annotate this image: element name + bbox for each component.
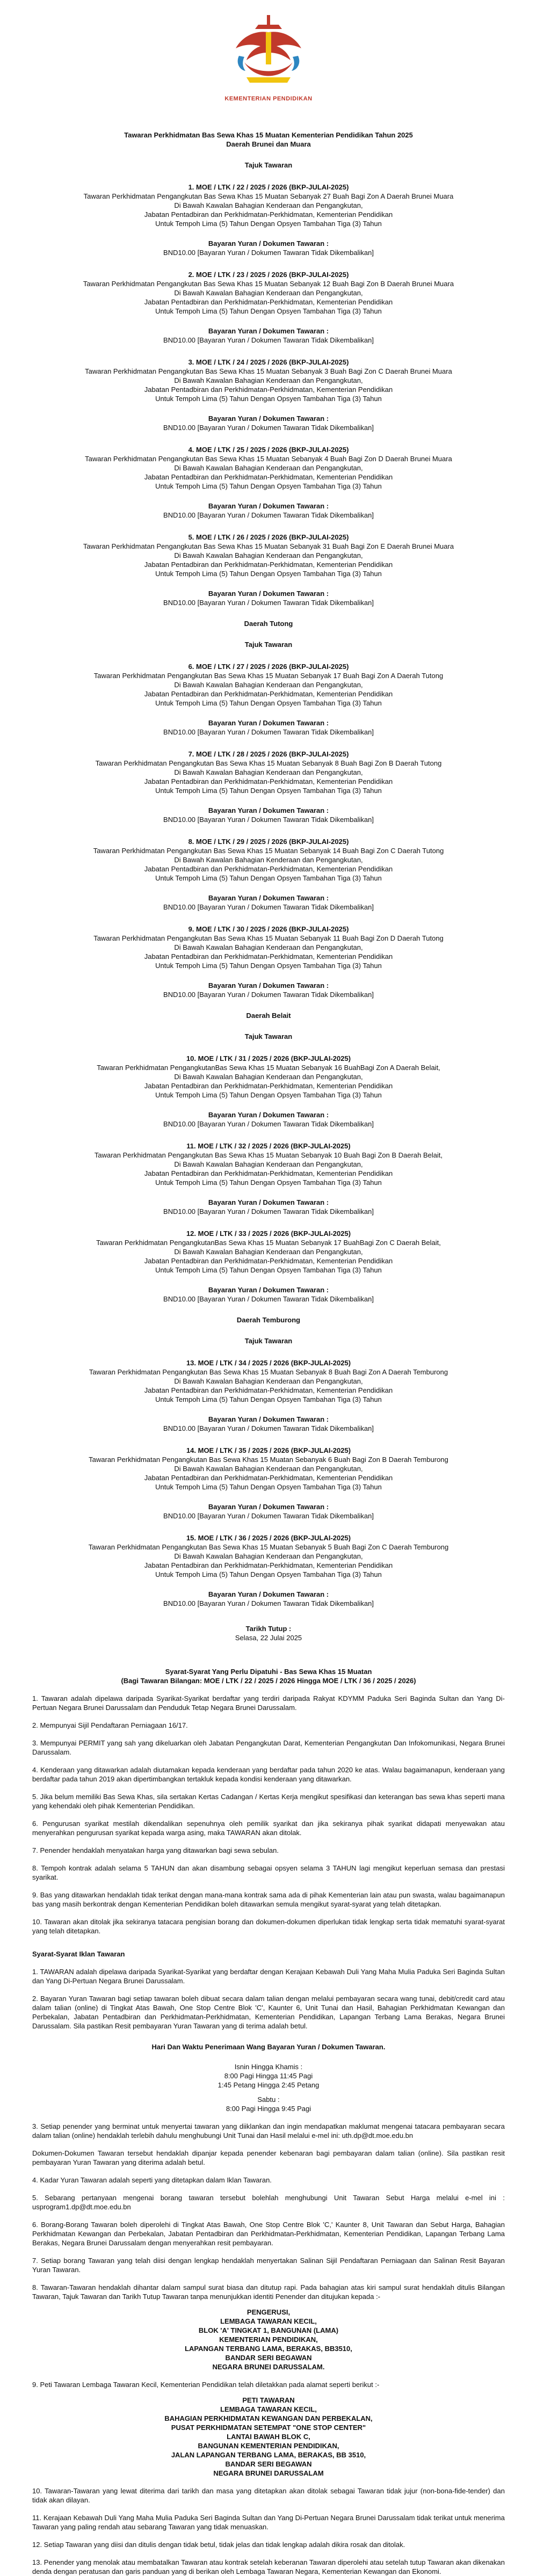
tender-description-line: Di Bawah Kawalan Bahagian Kenderaan dan Pengangkutan, (174, 1377, 363, 1385)
tender-item (32, 1229, 505, 1275)
tender-description-line: Di Bawah Kawalan Bahagian Kenderaan dan Pengangkutan, (174, 1552, 363, 1560)
paragraph: 10. Tawaran-Tawaran yang lewat diterima dari tarikh dan masa yang ditetapkan akan ditolak sebagai Tawaran tidak jujur (non-bona-fide-tender) dan tidak akan dilayan. (32, 2487, 505, 2504)
paragraph: 8. Tawaran-Tawaran hendaklah dihantar dalam sampul surat biasa dan ditutup rapi. Pada bahagian atas kiri sampul surat hendaklah ditulis Bilangan Tawaran, Tajuk Tawaran dan Tarikh Tutup Tawaran tanpa menunjukkan identiti Penender dan ditujukan kepada :- (32, 2283, 505, 2301)
tender-fee (32, 589, 505, 607)
address-line: PENGERUSI, (246, 2308, 291, 2316)
address-line: BAHAGIAN PERKHIDMATAN KEWANGAN DAN PERBEKALAN, (164, 2414, 373, 2422)
tender-description-line: Di Bawah Kawalan Bahagian Kenderaan dan Pengangkutan, (174, 376, 363, 384)
tender-description-line: Tawaran Perkhidmatan Pengangkutan Bas Sewa Khas 15 Muatan Sebanyak 8 Buah Bagi Zon B Daerah Tutong (95, 759, 442, 767)
tender-fee (32, 1590, 505, 1608)
tender-description-line: Jabatan Pentadbiran dan Perkhidmatan-Perkhidmatan, Kementerian Pendidikan (144, 385, 393, 394)
tender-description-line: Di Bawah Kawalan Bahagian Kenderaan dan Pengangkutan, (174, 464, 363, 472)
paragraph: Dokumen-Dokumen Tawaran tersebut hendaklah dipanjar kepada penender kebenaran bagi pembayaran dalam talian (online). Sila pastikan resit pembayaran Yuran Tawaran yang diterima adalah betul. (32, 2149, 505, 2166)
weekday-afternoon: 1:45 Petang Hingga 2:45 Petang (217, 2081, 320, 2089)
iklan-list (32, 1967, 505, 2031)
tender-item (32, 1054, 505, 1100)
paragraph: 12. Setiap Tawaran yang diisi dan ditulis dengan tidak betul, tidak jelas dan tidak lengkap adalah dikira rosak dan ditolak. (32, 2541, 405, 2549)
tender-code: 7. MOE / LTK / 28 / 2025 / 2026 (BKP-JULAI-2025) (188, 750, 349, 758)
tender-fee-value: BND10.00 [Bayaran Yuran / Dokumen Tawaran Tidak Dikembalikan] (163, 599, 374, 607)
paragraph: 9. Bas yang ditawarkan hendaklah tidak terikat dengan mana-mana kontrak sama ada di pihak Kementerian lain atau pun swasta, walau bagaimanapun bas yang masih berkontrak dengan Kementerian Pendidikan boleh ditawarkan semula mengikut syarat-syarat yang telah ditetapkan. (32, 1891, 505, 1908)
final-conditions-list (32, 2486, 505, 2576)
tender-description-line: Di Bawah Kawalan Bahagian Kenderaan dan Pengangkutan, (174, 768, 363, 776)
tender-description-line: Jabatan Pentadbiran dan Perkhidmatan-Perkhidmatan, Kementerian Pendidikan (144, 1474, 393, 1482)
tender-fee (32, 414, 505, 432)
tender-code: 15. MOE / LTK / 36 / 2025 / 2026 (BKP-JULAI-2025) (186, 1534, 351, 1542)
requirements-title-line2: (Bagi Tawaran Bilangan: MOE / LTK / 22 / 2025 / 2026 Hingga MOE / LTK / 36 / 2025 / 2026) (121, 1677, 416, 1685)
tender-description-line: Jabatan Pentadbiran dan Perkhidmatan-Perkhidmatan, Kementerian Pendidikan (144, 298, 393, 306)
paragraph: 1. TAWARAN adalah dipelawa daripada Syarikat-Syarikat yang berdaftar dengan Kerajaan Kebawah Duli Yang Maha Mulia Paduka Seri Baginda Sultan dan Yang Di-Pertuan Negara Brunei Darussalam. (32, 1968, 505, 1985)
region-heading: Daerah Temburong (236, 1316, 301, 1324)
paragraph: 1. Tawaran adalah dipelawa daripada Syarikat-Syarikat berdaftar yang terdiri daripada Rakyat KDYMM Paduka Seri Baginda Sultan dan Yang Di-Pertuan Negara Brunei Darussalam dan Penduduk Tetap Negara Brunei Darussalam. (32, 1694, 505, 1712)
paragraph: 6. Pengurusan syarikat mestilah dikendalikan sepenuhnya oleh pemilik syarikat dan jika sekiranya pihak syarikat didapati menyewakan atau menyerahkan pengurusan syarikat kepada warga asing, maka TAWARAN akan ditolak. (32, 1820, 505, 1837)
tender-fee-value: BND10.00 [Bayaran Yuran / Dokumen Tawaran Tidak Dikembalikan] (163, 991, 374, 999)
requirements-list (32, 1694, 505, 1935)
tender-fee-label: Bayaran Yuran / Dokumen Tawaran : (208, 1111, 329, 1119)
tender-description-line: Di Bawah Kawalan Bahagian Kenderaan dan Pengangkutan, (174, 551, 363, 559)
paragraph: 2. Mempunyai Sijil Pendaftaran Perniagaan 16/17. (32, 1721, 188, 1729)
tender-description-line: Untuk Tempoh Lima (5) Tahun Dengan Opsyen Tambahan Tiga (3) Tahun (155, 220, 382, 228)
payment-hours (32, 2062, 505, 2113)
paragraph: 4. Kadar Yuran Tawaran adalah seperti yang ditetapkan dalam Iklan Tawaran. (32, 2176, 272, 2184)
tender-item (32, 1358, 505, 1404)
address-line: BANDAR SERI BEGAWAN (225, 2460, 312, 2468)
paragraph: 10. Tawaran akan ditolak jika sekiranya tatacara pengisian borang dan dokumen-dokumen diperlukan tidak lengkap serta tidak mematuhi syarat-syarat yang telah ditetapkan. (32, 1918, 505, 1935)
tender-description-line: Di Bawah Kawalan Bahagian Kenderaan dan Pengangkutan, (174, 1465, 363, 1473)
tender-description-line: Tawaran Perkhidmatan Pengangkutan Bas Sewa Khas 15 Muatan Sebanyak 14 Buah Bagi Zon C Daerah Tutong (93, 847, 444, 855)
tender-description-line: Jabatan Pentadbiran dan Perkhidmatan-Perkhidmatan, Kementerian Pendidikan (144, 777, 393, 785)
tender-fee-label: Bayaran Yuran / Dokumen Tawaran : (208, 981, 329, 989)
closing-date-value: Selasa, 22 Julai 2025 (235, 1634, 302, 1642)
tender-description-line: Tawaran Perkhidmatan Pengangkutan Bas Sewa Khas 15 Muatan Sebanyak 5 Buah Bagi Zon C Daerah Temburong (88, 1543, 449, 1551)
tender-fee-label: Bayaran Yuran / Dokumen Tawaran : (208, 719, 329, 727)
tender-description-line: Tawaran Perkhidmatan Pengangkutan Bas Sewa Khas 15 Muatan Sebanyak 17 Buah Bagi Zon A Daerah Tutong (93, 672, 444, 680)
tender-description-line: Untuk Tempoh Lima (5) Tahun Dengan Opsyen Tambahan Tiga (3) Tahun (155, 699, 382, 707)
tender-description-line: Untuk Tempoh Lima (5) Tahun Dengan Opsyen Tambahan Tiga (3) Tahun (155, 1178, 382, 1187)
tender-code: 4. MOE / LTK / 25 / 2025 / 2026 (BKP-JULAI-2025) (188, 446, 349, 454)
notice-title (32, 130, 505, 149)
tender-description-line: Untuk Tempoh Lima (5) Tahun Dengan Opsyen Tambahan Tiga (3) Tahun (155, 307, 382, 315)
tender-description-line: Jabatan Pentadbiran dan Perkhidmatan-Perkhidmatan, Kementerian Pendidikan (144, 1082, 393, 1090)
closing-date (32, 1624, 505, 1642)
tajuk-tawaran-heading: Tajuk Tawaran (244, 1032, 293, 1040)
address-line: BANGUNAN KEMENTERIAN PENDIDIKAN, (198, 2442, 339, 2450)
address-line: LAPANGAN TERBANG LAMA, BERAKAS, BB3510, (185, 2345, 352, 2353)
requirements-title (32, 1667, 505, 1685)
tender-item (32, 837, 505, 883)
tender-fee (32, 893, 505, 912)
tender-description-line: Tawaran Perkhidmatan Pengangkutan Bas Sewa Khas 15 Muatan Sebanyak 31 Buah Bagi Zon E Daerah Brunei Muara (83, 542, 454, 550)
tender-description-line: Tawaran Perkhidmatan Pengangkutan Bas Sewa Khas 15 Muatan Sebanyak 12 Buah Bagi Zon B Daerah Brunei Muara (83, 280, 454, 288)
paragraph: 3. Setiap penender yang berminat untuk menyertai tawaran yang diiklankan dan ingin mendapatkan maklumat mengenai tatacara pembayaran secara dalam talian (online) hendaklah terlebih dahulu menghubungi Unit Tunai dan Hasil melalui e-mel ini: uth.dp@dt.moe.edu.bn (32, 2122, 505, 2140)
tender-fee-value: BND10.00 [Bayaran Yuran / Dokumen Tawaran Tidak Dikembalikan] (163, 1120, 374, 1128)
tender-description-line: Di Bawah Kawalan Bahagian Kenderaan dan Pengangkutan, (174, 1248, 363, 1256)
region-heading: Daerah Tutong (244, 620, 293, 628)
tender-description-line: Untuk Tempoh Lima (5) Tahun Dengan Opsyen Tambahan Tiga (3) Tahun (155, 482, 382, 490)
tender-description-line: Untuk Tempoh Lima (5) Tahun Dengan Opsyen Tambahan Tiga (3) Tahun (155, 395, 382, 403)
tender-description-line: Untuk Tempoh Lima (5) Tahun Dengan Opsyen Tambahan Tiga (3) Tahun (155, 1266, 382, 1274)
tender-code: 8. MOE / LTK / 29 / 2025 / 2026 (BKP-JULAI-2025) (188, 838, 349, 846)
paragraph: 13. Penender yang menolak atau membatalkan Tawaran atau kontrak setelah keberanan Tawaran diperolehi atau setelah tutup Tawaran akan dikenakan denda dengan peratusan dan garis panduan yang di berikan oleh Lembaga Tawaran Negara, Kementerian Kewangan dan Ekonomi. (32, 2558, 505, 2575)
tender-description-line: Jabatan Pentadbiran dan Perkhidmatan-Perkhidmatan, Kementerian Pendidikan (144, 1169, 393, 1177)
tender-description-line: Untuk Tempoh Lima (5) Tahun Dengan Opsyen Tambahan Tiga (3) Tahun (155, 1483, 382, 1491)
tender-fee-value: BND10.00 [Bayaran Yuran / Dokumen Tawaran Tidak Dikembalikan] (163, 511, 374, 519)
address-line: BANDAR SERI BEGAWAN (225, 2354, 312, 2362)
tender-item (32, 270, 505, 316)
tender-description-line: Jabatan Pentadbiran dan Perkhidmatan-Perkhidmatan, Kementerian Pendidikan (144, 473, 393, 481)
tender-description-line: Tawaran Perkhidmatan Pengangkutan Bas Sewa Khas 15 Muatan Sebanyak 27 Buah Bagi Zon A Daerah Brunei Muara (83, 192, 454, 200)
iklan-heading: Syarat-Syarat Iklan Tawaran (32, 1950, 125, 1958)
address-line: KEMENTERIAN PENDIDIKAN, (219, 2335, 318, 2344)
tender-description-line: Tawaran Perkhidmatan Pengangkutan Bas Sewa Khas 15 Muatan Sebanyak 11 Buah Bagi Zon D Daerah Tutong (93, 934, 444, 942)
tender-item (32, 749, 505, 795)
tender-description-line: Tawaran Perkhidmatan PengangkutanBas Sewa Khas 15 Muatan Sebanyak 17 BuahBagi Zon C Daerah Belait, (96, 1239, 441, 1247)
tender-description-line: Di Bawah Kawalan Bahagian Kenderaan dan Pengangkutan, (174, 1160, 363, 1168)
region-heading: Daerah Belait (246, 1012, 291, 1020)
requirements-title-line1: Syarat-Syarat Yang Perlu Dipatuhi - Bas Sewa Khas 15 Muatan (165, 1668, 372, 1676)
tender-fee-label: Bayaran Yuran / Dokumen Tawaran : (208, 806, 329, 814)
tender-fee (32, 239, 505, 257)
tender-item (32, 445, 505, 491)
tender-item (32, 925, 505, 970)
paragraph: 4. Kenderaan yang ditawarkan adalah diutamakan kepada kenderaan yang berdaftar pada tahun 2020 ke atas. Walau bagaimanapun, kenderaan yang berdaftar pada tahun 2019 akan dipertimbangkan tertakluk kepada kondisi kenderaan yang ditawarkan. (32, 1766, 505, 1783)
tender-description-line: Di Bawah Kawalan Bahagian Kenderaan dan Pengangkutan, (174, 1073, 363, 1081)
tender-fee-value: BND10.00 [Bayaran Yuran / Dokumen Tawaran Tidak Dikembalikan] (163, 816, 374, 824)
address-line: PUSAT PERKHIDMATAN SETEMPAT "ONE STOP CENTER" (171, 2424, 366, 2432)
logo-caption: KEMENTERIAN PENDIDIKAN (224, 96, 313, 102)
tender-description-line: Untuk Tempoh Lima (5) Tahun Dengan Opsyen Tambahan Tiga (3) Tahun (155, 1570, 382, 1578)
tender-description-line: Di Bawah Kawalan Bahagian Kenderaan dan Pengangkutan, (174, 943, 363, 951)
closing-date-label: Tarikh Tutup : (245, 1625, 292, 1633)
tender-fee (32, 501, 505, 520)
tender-item (32, 662, 505, 708)
tender-description-line: Jabatan Pentadbiran dan Perkhidmatan-Perkhidmatan, Kementerian Pendidikan (144, 210, 393, 219)
tender-code: 11. MOE / LTK / 32 / 2025 / 2026 (BKP-JULAI-2025) (186, 1142, 351, 1150)
tender-code: 14. MOE / LTK / 35 / 2025 / 2026 (BKP-JULAI-2025) (186, 1446, 351, 1454)
paragraph: 5. Jika belum memiliki Bas Sewa Khas, sila sertakan Kertas Cadangan / Kertas Kerja mengikut spesifikasi dan keterangan bas sewa khas seperti mana yang kehendaki oleh pihak Kementerian Pendidikan. (32, 1793, 505, 1810)
tender-fee-label: Bayaran Yuran / Dokumen Tawaran : (208, 414, 329, 423)
notice-title-line1: Tawaran Perkhidmatan Bas Sewa Khas 15 Muatan Kementerian Pendidikan Tahun 2025 (124, 131, 413, 139)
paragraph: 7. Setiap borang Tawaran yang telah diisi dengan lengkap hendaklah menyertakan Salinan Sijil Pendaftaran Perniagaan dan Salinan Resit Bayaran Yuran Tawaran. (32, 2257, 505, 2274)
tender-box-address (32, 2396, 505, 2478)
tender-fee (32, 326, 505, 345)
submission-address (32, 2308, 505, 2371)
tender-description-line: Tawaran Perkhidmatan Pengangkutan Bas Sewa Khas 15 Muatan Sebanyak 4 Buah Bagi Zon D Daerah Brunei Muara (85, 455, 452, 463)
tender-description-line: Untuk Tempoh Lima (5) Tahun Dengan Opsyen Tambahan Tiga (3) Tahun (155, 1091, 382, 1099)
tender-fee (32, 1285, 505, 1304)
address-line: NEGARA BRUNEI DARUSSALAM. (212, 2363, 325, 2371)
tender-description-line: Untuk Tempoh Lima (5) Tahun Dengan Opsyen Tambahan Tiga (3) Tahun (155, 787, 382, 795)
tender-item (32, 183, 505, 228)
tender-code: 2. MOE / LTK / 23 / 2025 / 2026 (BKP-JULAI-2025) (188, 271, 349, 279)
paragraph: 7. Penender hendaklah menyatakan harga yang ditawarkan bagi sewa sebulan. (32, 1846, 279, 1854)
tender-code: 3. MOE / LTK / 24 / 2025 / 2026 (BKP-JULAI-2025) (188, 358, 349, 366)
tender-fee (32, 981, 505, 999)
address-line: NEGARA BRUNEI DARUSSALAM (213, 2469, 324, 2477)
tender-description-line: Di Bawah Kawalan Bahagian Kenderaan dan Pengangkutan, (174, 289, 363, 297)
tender-description-line: Jabatan Pentadbiran dan Perkhidmatan-Perkhidmatan, Kementerian Pendidikan (144, 1257, 393, 1265)
tender-fee-label: Bayaran Yuran / Dokumen Tawaran : (208, 894, 329, 902)
brunei-crest-icon (223, 11, 314, 91)
paragraph: 3. Mempunyai PERMIT yang sah yang dikeluarkan oleh Jabatan Pengangkutan Darat, Kementerian Pengangkutan Dan Infokomunikasi, Negara Brunei Darussalam. (32, 1739, 505, 1756)
tender-fee-value: BND10.00 [Bayaran Yuran / Dokumen Tawaran Tidak Dikembalikan] (163, 424, 374, 432)
ministry-logo (32, 11, 505, 104)
tender-fee-label: Bayaran Yuran / Dokumen Tawaran : (208, 1198, 329, 1206)
tender-fee (32, 806, 505, 824)
tender-description-line: Jabatan Pentadbiran dan Perkhidmatan-Perkhidmatan, Kementerian Pendidikan (144, 952, 393, 960)
tender-description-line: Di Bawah Kawalan Bahagian Kenderaan dan Pengangkutan, (174, 856, 363, 864)
para-9: 9. Peti Tawaran Lembaga Tawaran Kecil, Kementerian Pendidikan telah diletakkan pada alamat seperti berikut :- (32, 2381, 380, 2389)
tender-fee (32, 1415, 505, 1433)
paragraph: 11. Kerajaan Kebawah Duli Yang Maha Mulia Paduka Seri Baginda Sultan dan Yang Di-Pertuan Negara Brunei Darussalam tidak terikat untuk menerima Tawaran yang paling rendah atau sebarang Tawaran yang tidak menuaskan. (32, 2514, 505, 2531)
tender-fee-label: Bayaran Yuran / Dokumen Tawaran : (208, 1286, 329, 1294)
notice-title-line2: Daerah Brunei dan Muara (226, 140, 311, 148)
tender-item (32, 1141, 505, 1187)
tender-fee-label: Bayaran Yuran / Dokumen Tawaran : (208, 327, 329, 335)
address-line: LEMBAGA TAWARAN KECIL, (220, 2317, 317, 2325)
tender-description-line: Untuk Tempoh Lima (5) Tahun Dengan Opsyen Tambahan Tiga (3) Tahun (155, 570, 382, 578)
tender-description-line: Tawaran Perkhidmatan PengangkutanBas Sewa Khas 15 Muatan Sebanyak 16 BuahBagi Zon A Daerah Belait, (97, 1064, 440, 1072)
tender-item (32, 533, 505, 578)
saturday-label: Sabtu : (257, 2095, 280, 2104)
tender-description-line: Tawaran Perkhidmatan Pengangkutan Bas Sewa Khas 15 Muatan Sebanyak 8 Buah Bagi Zon A Daerah Temburong (89, 1368, 448, 1376)
address-line: JALAN LAPANGAN TERBANG LAMA, BERAKAS, BB 3510, (171, 2451, 366, 2459)
tender-description-line: Tawaran Perkhidmatan Pengangkutan Bas Sewa Khas 15 Muatan Sebanyak 6 Buah Bagi Zon B Daerah Temburong (89, 1456, 448, 1464)
tender-fee-value: BND10.00 [Bayaran Yuran / Dokumen Tawaran Tidak Dikembalikan] (163, 728, 374, 736)
tender-fee-label: Bayaran Yuran / Dokumen Tawaran : (208, 239, 329, 248)
address-line: LANTAI BAWAH BLOK C, (227, 2433, 310, 2441)
tender-fee-value: BND10.00 [Bayaran Yuran / Dokumen Tawaran Tidak Dikembalikan] (163, 249, 374, 257)
tender-description-line: Untuk Tempoh Lima (5) Tahun Dengan Opsyen Tambahan Tiga (3) Tahun (155, 962, 382, 970)
tender-description-line: Di Bawah Kawalan Bahagian Kenderaan dan Pengangkutan, (174, 681, 363, 689)
tender-fee-label: Bayaran Yuran / Dokumen Tawaran : (208, 1590, 329, 1598)
hours-heading: Hari Dan Waktu Penerimaan Wang Bayaran Yuran / Dokumen Tawaran. (151, 2043, 386, 2051)
tender-fee-value: BND10.00 [Bayaran Yuran / Dokumen Tawaran Tidak Dikembalikan] (163, 903, 374, 911)
tender-code: 9. MOE / LTK / 30 / 2025 / 2026 (BKP-JULAI-2025) (188, 925, 349, 933)
tender-fee-value: BND10.00 [Bayaran Yuran / Dokumen Tawaran Tidak Dikembalikan] (163, 1512, 374, 1520)
tender-code: 6. MOE / LTK / 27 / 2025 / 2026 (BKP-JULAI-2025) (188, 663, 349, 671)
tender-fee-value: BND10.00 [Bayaran Yuran / Dokumen Tawaran Tidak Dikembalikan] (163, 1295, 374, 1303)
address-line: BLOK 'A' TINGKAT 1, BANGUNAN (LAMA) (198, 2326, 339, 2334)
tender-fee (32, 718, 505, 737)
tender-description-line: Jabatan Pentadbiran dan Perkhidmatan-Perkhidmatan, Kementerian Pendidikan (144, 865, 393, 873)
tender-sections (32, 161, 505, 1608)
tender-description-line: Jabatan Pentadbiran dan Perkhidmatan-Perkhidmatan, Kementerian Pendidikan (144, 690, 393, 698)
tender-fee-value: BND10.00 [Bayaran Yuran / Dokumen Tawaran Tidak Dikembalikan] (163, 336, 374, 344)
tender-fee (32, 1502, 505, 1520)
tender-code: 1. MOE / LTK / 22 / 2025 / 2026 (BKP-JULAI-2025) (188, 183, 349, 191)
tender-description-line: Jabatan Pentadbiran dan Perkhidmatan-Perkhidmatan, Kementerian Pendidikan (144, 1561, 393, 1569)
tender-description-line: Di Bawah Kawalan Bahagian Kenderaan dan Pengangkutan, (174, 201, 363, 209)
tender-description-line: Tawaran Perkhidmatan Pengangkutan Bas Sewa Khas 15 Muatan Sebanyak 3 Buah Bagi Zon C Daerah Brunei Muara (85, 367, 452, 375)
tender-code: 12. MOE / LTK / 33 / 2025 / 2026 (BKP-JULAI-2025) (186, 1229, 351, 1238)
iklan-list-continued (32, 2122, 505, 2301)
tender-fee-label: Bayaran Yuran / Dokumen Tawaran : (208, 1415, 329, 1423)
tajuk-tawaran-heading: Tajuk Tawaran (244, 1337, 293, 1345)
paragraph: 2. Bayaran Yuran Tawaran bagi setiap tawaran boleh dibuat secara dalam talian dengan melalui pembayaran secara wang tunai, debit/credit card atau dalam talian (online) di Tingkat Atas Bawah, One Stop Centre Blok 'C', Kaunter 6, Unit Tunai dan Hasil, Bahagian Perkhidmatan Kewangan dan Perbekalan, Jabatan Pentadbiran dan Perkhidmatan-Perkhidmatan, Kementerian Pendidikan, Lapangan Terbang Lama Berakas, Negara Brunei Darussalam. Sila pastikan Resit pembayaran Yuran Tawaran yang di terima adalah betul. (32, 1995, 505, 2030)
saturday-morning: 8:00 Pagi Hingga 9:45 Pagi (226, 2105, 311, 2113)
tender-fee (32, 1198, 505, 1216)
tender-description-line: Untuk Tempoh Lima (5) Tahun Dengan Opsyen Tambahan Tiga (3) Tahun (155, 1395, 382, 1403)
paragraph: 5. Sebarang pertanyaan mengenai borang tawaran tersebut bolehlah menghubungi Unit Tawaran Sebut Harga melalui e-mel ini : usprogram1.dp@dt.moe.edu.bn (32, 2194, 505, 2211)
tender-description-line: Jabatan Pentadbiran dan Perkhidmatan-Perkhidmatan, Kementerian Pendidikan (144, 1386, 393, 1394)
tender-fee (32, 1110, 505, 1129)
tender-description-line: Untuk Tempoh Lima (5) Tahun Dengan Opsyen Tambahan Tiga (3) Tahun (155, 874, 382, 882)
address-line: PETI TAWARAN (242, 2396, 295, 2404)
paragraph: 6. Borang-Borang Tawaran boleh diperolehi di Tingkat Atas Bawah, One Stop Centre Blok 'C,' Kaunter 8, Unit Tawaran dan Sebut Harga, Bahagian Perkhidmatan Kewangan dan Perbekalan, Jabatan Pentadbiran dan Perkhidmatan-Perkhidmatan, Kementerian Pendidikan, Lapangan Terbang Lama Berakas, Negara Brunei Darussalam dengan menyerahkan resit pembayaran. (32, 2221, 505, 2247)
weekday-label: Isnin Hingga Khamis : (234, 2063, 303, 2071)
tender-item (32, 1533, 505, 1579)
tender-fee-label: Bayaran Yuran / Dokumen Tawaran : (208, 502, 329, 510)
tender-fee-value: BND10.00 [Bayaran Yuran / Dokumen Tawaran Tidak Dikembalikan] (163, 1599, 374, 1607)
tender-description-line: Tawaran Perkhidmatan Pengangkutan Bas Sewa Khas 15 Muatan Sebanyak 10 Buah Bagi Zon B Daerah Belait, (94, 1151, 443, 1159)
tajuk-tawaran-heading: Tajuk Tawaran (244, 161, 293, 169)
tender-code: 13. MOE / LTK / 34 / 2025 / 2026 (BKP-JULAI-2025) (186, 1359, 351, 1367)
tender-fee-value: BND10.00 [Bayaran Yuran / Dokumen Tawaran Tidak Dikembalikan] (163, 1207, 374, 1216)
tender-fee-label: Bayaran Yuran / Dokumen Tawaran : (208, 1503, 329, 1511)
tender-description-line: Jabatan Pentadbiran dan Perkhidmatan-Perkhidmatan, Kementerian Pendidikan (144, 561, 393, 569)
paragraph: 8. Tempoh kontrak adalah selama 5 TAHUN dan akan disambung sebagai opsyen selama 3 TAHUN lagi mengikut keperluan semasa dan prestasi syarikat. (32, 1864, 505, 1881)
tender-item (32, 358, 505, 403)
tender-fee-label: Bayaran Yuran / Dokumen Tawaran : (208, 590, 329, 598)
tender-code: 5. MOE / LTK / 26 / 2025 / 2026 (BKP-JULAI-2025) (188, 533, 349, 541)
weekday-morning: 8:00 Pagi Hingga 11:45 Pagi (224, 2072, 313, 2080)
tender-code: 10. MOE / LTK / 31 / 2025 / 2026 (BKP-JULAI-2025) (186, 1054, 351, 1063)
tender-item (32, 1446, 505, 1491)
address-line: LEMBAGA TAWARAN KECIL, (220, 2405, 317, 2413)
tajuk-tawaran-heading: Tajuk Tawaran (244, 641, 293, 649)
tender-fee-value: BND10.00 [Bayaran Yuran / Dokumen Tawaran Tidak Dikembalikan] (163, 1424, 374, 1432)
